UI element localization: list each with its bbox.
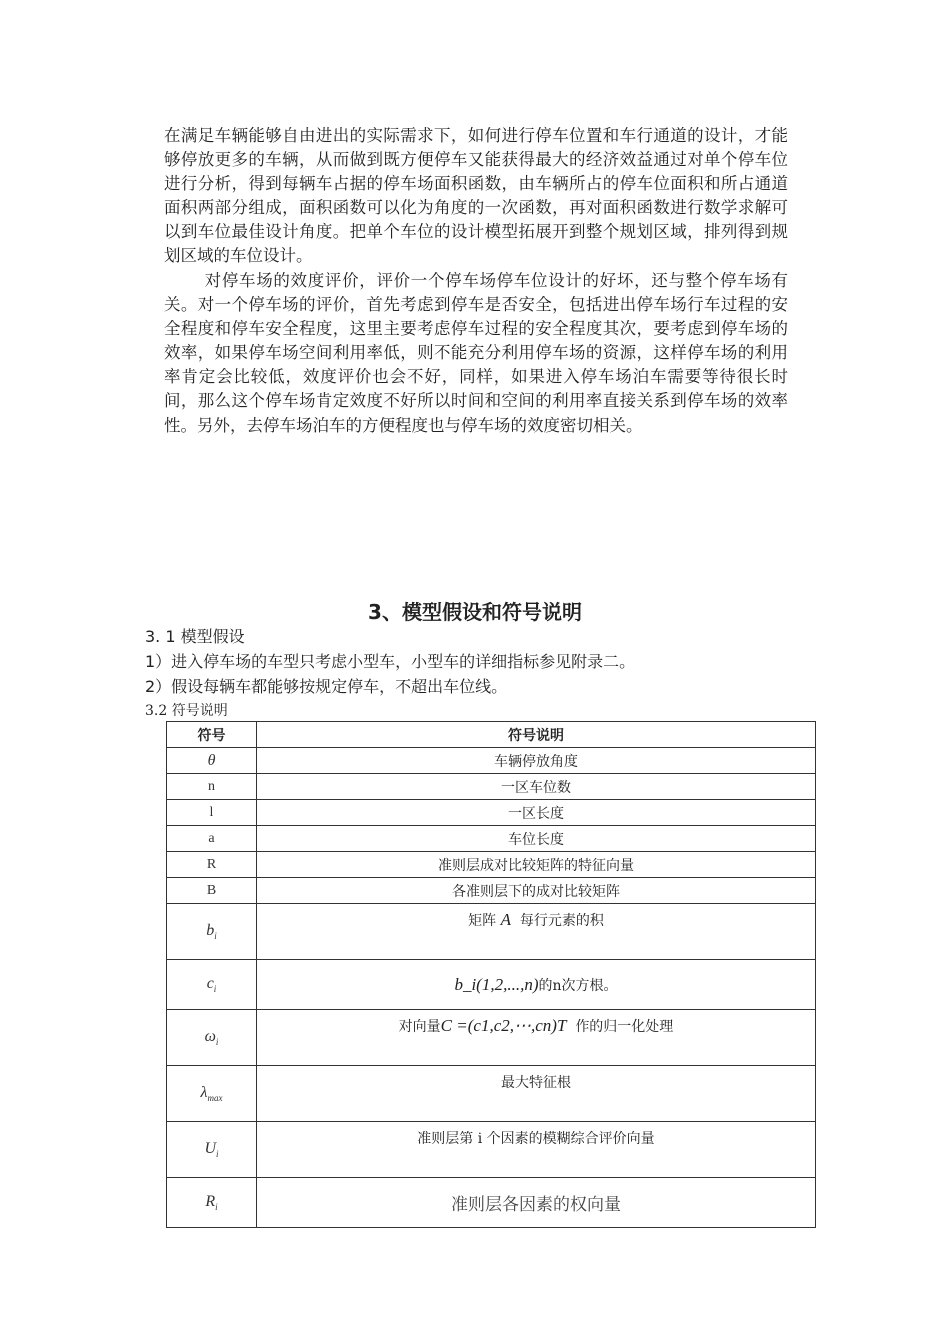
table-row (167, 1010, 816, 1066)
header-description: 符号说明 (257, 722, 816, 748)
symbol-cell: l (167, 800, 257, 826)
table-row (167, 826, 816, 852)
description-cell: 一区长度 (257, 800, 816, 826)
symbol-cell: n (167, 774, 257, 800)
description-cell: 最大特征根 (257, 1066, 816, 1122)
symbol-cell: $\lambda_{max}$ (167, 1066, 257, 1122)
description-cell: 车辆停放角度 (257, 748, 816, 774)
symbol-cell: θ (167, 748, 257, 774)
table-header-row (167, 722, 816, 748)
symbol-cell: $b_i$ (167, 904, 257, 960)
intro-paragraph: 在满足车辆能够自由进出的实际需求下，如何进行停车位置和车行通道的设计，才能够停放更多的车辆，从而做到既方便停车又能获得最大的经济效益通过对单个停车位进行分析，得到每辆车占据的停车场面积函数，由车辆所占的停车位面积和所占通道面积两部分组成，面积函数可以化为角度的一次函数，再对面积函数进行数学求解可以到车位最佳设计角度。把单个车位的设计模型拓展开到整个规划区域，排列得到规划区域的车位设计。 (164, 126, 788, 266)
table-row (167, 748, 816, 774)
table-row (167, 878, 816, 904)
symbol-cell: $R_i$ (167, 1178, 257, 1228)
description-cell: 一区车位数 (257, 774, 816, 800)
evaluation-paragraph-text: 对停车场的效度评价，评价一个停车场停车位设计的好坏，还与整个停车场有关。对一个停车场的评价，首先考虑到停车是否安全，包括进出停车场行车过程的安全程度和停车安全程度，这里主要考虑停车过程的安全程度其次，要考虑到停车场的效率，如果停车场空间利用率低，则不能充分利用停车场的资源，这样停车场的利用率肯定会比较低，效度评价也会不好，同样，如果进入停车场泊车需要等待很长时间，那么这个停车场肯定效度不好所以时间和空间的利用率直接关系到停车场的效率性。另外，去停车场泊车的方便程度也与停车场的效度密切相关。 (164, 271, 788, 435)
description-cell: 各准则层下的成对比较矩阵 (257, 878, 816, 904)
description-cell: 矩阵 A 每行元素的积 (257, 904, 816, 960)
symbol-cell: a (167, 826, 257, 852)
description-cell: 准则层各因素的权向量 (257, 1178, 816, 1228)
section-title: 3、模型假设和符号说明 (368, 600, 582, 624)
evaluation-paragraph (164, 269, 788, 438)
table-row (167, 800, 816, 826)
table-row (167, 852, 816, 878)
symbol-cell: $U_i$ (167, 1122, 257, 1178)
assumption-2: 2）假设每辆车都能够按规定停车，不超出车位线。 (145, 677, 508, 696)
symbol-cell: $\omega_i$ (167, 1010, 257, 1066)
subsection-assumptions: 3. 1 模型假设 (145, 627, 245, 646)
description-cell: b_i(1,2,...,n)的n次方根。 (257, 960, 816, 1010)
description-cell: 车位长度 (257, 826, 816, 852)
table-row (167, 1066, 816, 1122)
symbol-table (166, 721, 816, 1228)
symbol-cell: $c_i$ (167, 960, 257, 1010)
description-cell: 对向量C =(c1,c2,⋯,cn)T 作的归一化处理 (257, 1010, 816, 1066)
symbol-cell: B (167, 878, 257, 904)
table-row (167, 1178, 816, 1228)
description-cell: 准则层第 i 个因素的模糊综合评价向量 (257, 1122, 816, 1178)
table-row (167, 904, 816, 960)
assumption-1: 1）进入停车场的车型只考虑小型车，小型车的详细指标参见附录二。 (145, 652, 636, 671)
header-symbol: 符号 (167, 722, 257, 748)
subsection-symbols: 3.2 符号说明 (145, 703, 228, 719)
table-row (167, 960, 816, 1010)
description-cell: 准则层成对比较矩阵的特征向量 (257, 852, 816, 878)
symbol-cell: R (167, 852, 257, 878)
table-row (167, 1122, 816, 1178)
table-row (167, 774, 816, 800)
